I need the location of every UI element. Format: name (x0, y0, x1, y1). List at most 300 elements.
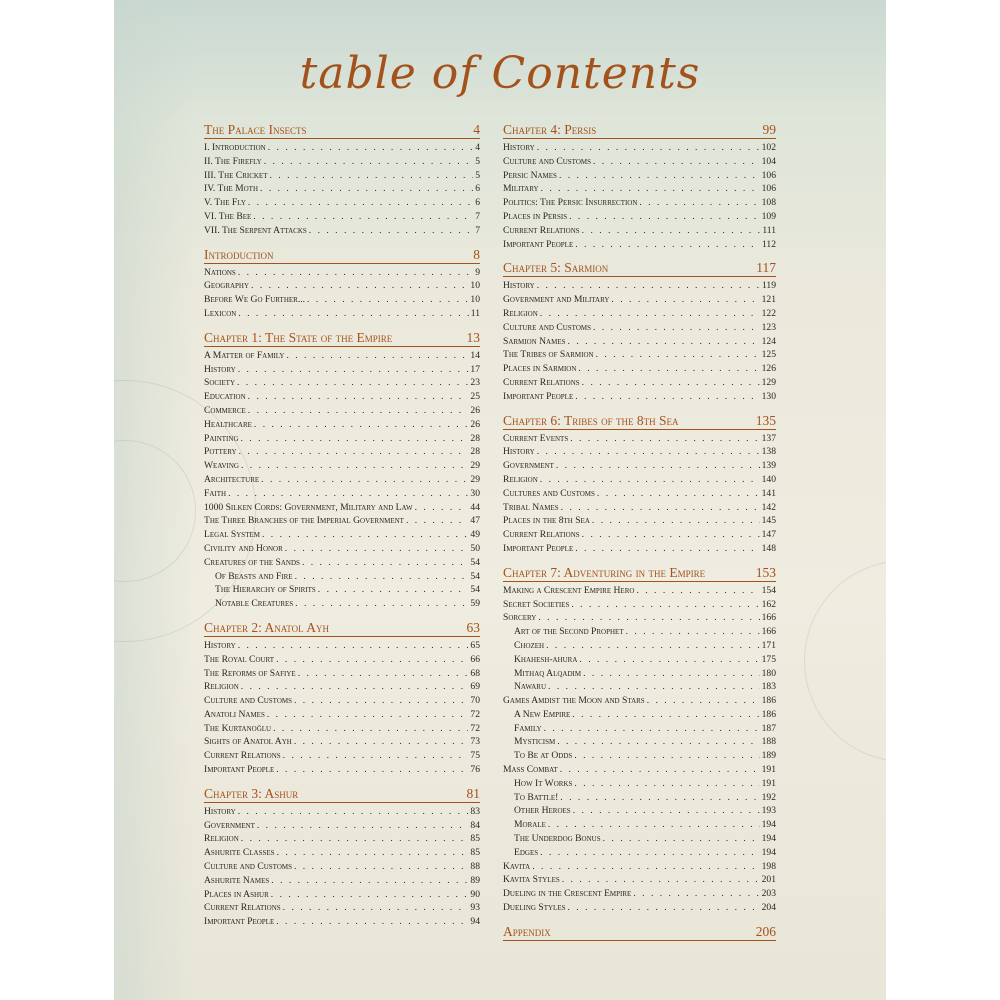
dot-leader (583, 667, 760, 681)
toc-entry[interactable] (503, 362, 776, 376)
dot-leader (276, 763, 468, 777)
entry-label: Cultures and Customs (503, 487, 595, 499)
entry-page-number: 66 (470, 653, 480, 665)
entry-page-number: 142 (761, 501, 776, 513)
dot-leader (318, 583, 469, 597)
toc-entry[interactable] (204, 819, 480, 833)
entry-label: Secret Societies (503, 598, 570, 610)
entry-label: Anatoli Names (204, 708, 265, 720)
toc-entry[interactable] (204, 293, 480, 307)
dot-leader (276, 653, 468, 667)
entry-page-number: 162 (761, 598, 776, 610)
entry-page-number: 6 (475, 183, 480, 195)
entry-page-number: 166 (761, 626, 776, 638)
section-heading[interactable] (503, 260, 776, 277)
toc-subentry[interactable] (503, 804, 776, 818)
toc-right-column (503, 122, 776, 950)
entry-page-number: 6 (475, 197, 480, 209)
toc-entry[interactable] (503, 598, 776, 612)
toc-subentry[interactable] (503, 639, 776, 653)
toc-entry[interactable] (204, 832, 480, 846)
entry-label: Khahesh-ahura (514, 653, 578, 665)
entry-label: Nawaru (514, 681, 547, 693)
entry-page-number: 89 (470, 874, 480, 886)
toc-entry[interactable] (503, 279, 776, 293)
entry-page-number: 75 (470, 750, 480, 762)
entry-label: History (503, 280, 535, 292)
entry-label: History (204, 363, 236, 375)
entry-label: Government (204, 819, 255, 831)
section-heading[interactable] (204, 620, 480, 637)
toc-entry[interactable] (204, 708, 480, 722)
entry-label: Geography (204, 280, 250, 292)
entry-label: Religion (503, 473, 538, 485)
toc-entry[interactable] (503, 514, 776, 528)
dot-leader (582, 224, 761, 238)
dot-leader (560, 763, 760, 777)
dot-leader (559, 169, 760, 183)
entry-label: V. The Fly (204, 197, 246, 209)
dot-leader (647, 694, 760, 708)
section-heading-page: 4 (473, 122, 480, 137)
entry-label: Important People (503, 238, 574, 250)
dot-leader (295, 597, 468, 611)
entry-page-number: 129 (761, 376, 776, 388)
toc-entry[interactable] (503, 335, 776, 349)
entry-label: II. The Firefly (204, 155, 262, 167)
toc-entry[interactable] (503, 887, 776, 901)
entry-label: History (204, 805, 236, 817)
toc-entry[interactable] (503, 238, 776, 252)
entry-label: Mithaq Alqadim (514, 667, 582, 679)
toc-entry[interactable] (503, 901, 776, 915)
toc-entry[interactable] (204, 667, 480, 681)
dot-leader (592, 514, 760, 528)
entry-page-number: 193 (761, 805, 776, 817)
toc-subentry[interactable] (503, 680, 776, 694)
toc-entry[interactable] (204, 224, 480, 238)
entry-page-number: 93 (470, 902, 480, 914)
toc-entry[interactable] (503, 141, 776, 155)
toc-entry[interactable] (503, 169, 776, 183)
entry-label: Family (514, 722, 542, 734)
dot-leader (268, 141, 473, 155)
toc-entry[interactable] (204, 694, 480, 708)
dot-leader (286, 349, 468, 363)
toc-subentry[interactable] (503, 625, 776, 639)
toc-entry[interactable] (204, 860, 480, 874)
toc-entry[interactable] (204, 528, 480, 542)
entry-page-number: 192 (761, 791, 776, 803)
entry-page-number: 54 (470, 570, 480, 582)
dot-leader (264, 155, 473, 169)
toc-entry[interactable] (503, 390, 776, 404)
section-heading-label: Chapter 4: Persis (503, 122, 597, 137)
entry-page-number: 141 (761, 487, 776, 499)
entry-label: Government (503, 460, 554, 472)
dot-leader (261, 473, 468, 487)
entry-label: The Royal Court (204, 653, 275, 665)
entry-page-number: 90 (470, 888, 480, 900)
entry-page-number: 76 (470, 764, 480, 776)
toc-entry[interactable] (204, 266, 480, 280)
dot-leader (540, 307, 760, 321)
entry-label: History (503, 142, 535, 153)
entry-page-number: 7 (475, 224, 480, 236)
entry-label: Tribal Names (503, 501, 559, 513)
toc-subentry[interactable] (204, 597, 480, 611)
toc-entry[interactable] (204, 487, 480, 501)
toc-subentry[interactable] (503, 722, 776, 736)
entry-label: Of Beasts and Fire (215, 570, 293, 582)
entry-page-number: 29 (470, 460, 480, 472)
entry-page-number: 124 (761, 335, 776, 347)
entry-label: The Hierarchy of Spirits (215, 584, 316, 596)
dot-leader (538, 611, 759, 625)
entry-page-number: 108 (761, 197, 776, 209)
entry-page-number: 59 (470, 598, 480, 610)
dot-leader (593, 155, 760, 169)
toc-subentry[interactable] (503, 791, 776, 805)
toc-entry[interactable] (204, 349, 480, 363)
section-heading[interactable] (503, 413, 776, 430)
entry-label: Culture and Customs (503, 321, 591, 333)
toc-entry[interactable] (204, 901, 480, 915)
entry-label: Civility and Honor (204, 542, 283, 554)
entry-page-number: 70 (470, 695, 480, 707)
entry-label: A Matter of Family (204, 349, 285, 361)
entry-label: Military (503, 183, 539, 195)
entry-label: To Battle! (514, 791, 559, 803)
toc-subentry[interactable] (503, 777, 776, 791)
toc-entry[interactable] (204, 363, 480, 377)
dot-leader (568, 901, 760, 915)
toc-entry[interactable] (503, 860, 776, 874)
entry-label: Dueling in the Crescent Empire (503, 888, 632, 900)
entry-page-number: 17 (470, 363, 480, 375)
dot-leader (575, 542, 759, 556)
toc-entry[interactable] (503, 584, 776, 598)
entry-label: IV. The Moth (204, 183, 259, 195)
entry-label: Art of the Second Prophet (514, 626, 624, 638)
entry-page-number: 121 (761, 294, 776, 306)
toc-entry[interactable] (503, 155, 776, 169)
toc-entry[interactable] (503, 873, 776, 887)
section-heading-page: 117 (756, 260, 776, 276)
dot-leader (277, 846, 469, 860)
entry-page-number: 201 (761, 874, 776, 886)
toc-entry[interactable] (503, 611, 776, 625)
toc-subentry[interactable] (503, 749, 776, 763)
toc-entry[interactable] (204, 556, 480, 570)
entry-label: Mysticism (514, 736, 556, 748)
entry-label: Society (204, 377, 235, 389)
entry-page-number: 47 (470, 515, 480, 527)
dot-leader (560, 791, 759, 805)
entry-page-number: 102 (761, 142, 776, 153)
toc-entry[interactable] (503, 445, 776, 459)
toc-entry[interactable] (204, 473, 480, 487)
section-heading-page: 8 (473, 246, 480, 262)
toc-entry[interactable] (503, 196, 776, 210)
entry-page-number: 137 (761, 432, 776, 444)
dot-leader (262, 528, 468, 542)
entry-label: Nations (204, 266, 236, 278)
dot-leader (546, 639, 759, 653)
toc-entry[interactable] (503, 224, 776, 238)
dot-leader (273, 722, 468, 736)
toc-subentry[interactable] (503, 832, 776, 846)
entry-page-number: 183 (761, 681, 776, 693)
entry-page-number: 84 (470, 819, 480, 831)
toc-entry[interactable] (503, 473, 776, 487)
entry-page-number: 203 (761, 888, 776, 900)
entry-label: Pottery (204, 446, 237, 458)
section-heading-page: 63 (466, 619, 480, 635)
dot-leader (573, 804, 760, 818)
toc-entry[interactable] (503, 487, 776, 501)
entry-label: History (204, 639, 236, 651)
dot-leader (541, 182, 760, 196)
entry-label: Places in Persis (503, 210, 568, 222)
section-heading[interactable] (204, 122, 480, 139)
entry-label: Religion (204, 681, 239, 693)
entry-label: III. The Cricket (204, 169, 268, 181)
dot-leader (633, 887, 759, 901)
entry-page-number: 30 (470, 487, 480, 499)
dot-leader (540, 473, 760, 487)
toc-entry[interactable] (503, 694, 776, 708)
dot-leader (548, 818, 760, 832)
entry-label: To Be at Odds (514, 750, 573, 762)
dot-leader (238, 805, 469, 819)
toc-entry[interactable] (503, 293, 776, 307)
section-heading-page: 13 (466, 329, 480, 345)
toc-subentry[interactable] (204, 570, 480, 584)
toc-section (503, 122, 776, 251)
entry-page-number: 72 (470, 722, 480, 734)
dot-leader (596, 348, 760, 362)
toc-entry[interactable] (503, 763, 776, 777)
toc-section (204, 620, 480, 777)
toc-entry[interactable] (204, 846, 480, 860)
toc-entry[interactable] (204, 722, 480, 736)
entry-label: Creatures of the Sands (204, 556, 300, 568)
entry-page-number: 23 (470, 377, 480, 389)
entry-page-number: 26 (470, 418, 480, 430)
dot-leader (582, 376, 760, 390)
entry-page-number: 106 (761, 183, 776, 195)
dot-leader (228, 487, 468, 501)
toc-entry[interactable] (204, 445, 480, 459)
dot-leader (572, 708, 759, 722)
toc-entry[interactable] (204, 279, 480, 293)
section-heading-label: Chapter 1: The State of the Empire (204, 329, 393, 345)
toc-entry[interactable] (204, 390, 480, 404)
toc-subentry[interactable] (503, 818, 776, 832)
entry-label: Notable Creatures (215, 598, 294, 610)
entry-page-number: 83 (470, 805, 480, 817)
section-heading-label: Appendix (503, 923, 551, 939)
dot-leader (238, 363, 469, 377)
dot-leader (283, 901, 469, 915)
entry-page-number: 194 (761, 846, 776, 858)
dot-leader (406, 514, 468, 528)
entry-label: Places in Ashur (204, 888, 269, 900)
entry-label: Games Amdist the Moon and Stars (503, 695, 645, 707)
toc-entry[interactable] (503, 182, 776, 196)
entry-page-number: 11 (470, 307, 480, 319)
entry-label: Important People (204, 916, 275, 928)
dot-leader (570, 432, 759, 446)
section-heading-label: Chapter 2: Anatol Ayh (204, 619, 329, 635)
toc-entry[interactable] (204, 141, 480, 155)
dot-leader (574, 777, 759, 791)
entry-page-number: 194 (761, 833, 776, 845)
dot-leader (593, 321, 760, 335)
entry-page-number: 25 (470, 391, 480, 403)
toc-entry[interactable] (204, 514, 480, 528)
toc-entry[interactable] (204, 169, 480, 183)
dot-leader (285, 542, 469, 556)
entry-label: Current Events (503, 432, 569, 444)
toc-entry[interactable] (503, 307, 776, 321)
toc-entry[interactable] (204, 432, 480, 446)
section-heading-label: The Palace Insects (204, 122, 307, 137)
entry-label: Painting (204, 432, 239, 444)
dot-leader (307, 293, 468, 307)
section-heading[interactable] (204, 247, 480, 264)
toc-subentry[interactable] (503, 735, 776, 749)
entry-label: Politics: The Persic Insurrection (503, 197, 638, 209)
section-heading[interactable] (503, 924, 776, 941)
toc-entry[interactable] (204, 653, 480, 667)
dot-leader (575, 238, 760, 252)
toc-entry[interactable] (204, 680, 480, 694)
entry-page-number: 112 (761, 238, 776, 250)
dot-leader (260, 182, 473, 196)
entry-page-number: 106 (761, 169, 776, 181)
toc-entry[interactable] (204, 210, 480, 224)
toc-subentry[interactable] (503, 653, 776, 667)
toc-section (503, 413, 776, 556)
toc-entry[interactable] (204, 735, 480, 749)
toc-entry[interactable] (204, 639, 480, 653)
dot-leader (253, 210, 473, 224)
dot-leader (237, 376, 468, 390)
entry-page-number: 69 (470, 681, 480, 693)
toc-entry[interactable] (204, 805, 480, 819)
entry-page-number: 187 (761, 722, 776, 734)
dot-leader (611, 293, 759, 307)
entry-label: VII. The Serpent Attacks (204, 224, 307, 236)
entry-label: Sights of Anatol Ayh (204, 736, 292, 748)
toc-entry[interactable] (204, 459, 480, 473)
toc-section (204, 786, 480, 929)
entry-page-number: 139 (761, 460, 776, 472)
toc-entry[interactable] (204, 307, 480, 321)
toc-entry[interactable] (204, 418, 480, 432)
entry-label: Religion (204, 833, 239, 845)
section-heading[interactable] (503, 122, 776, 139)
toc-section (204, 122, 480, 238)
section-heading[interactable] (204, 330, 480, 347)
entry-label: Places in the 8th Sea (503, 515, 590, 527)
entry-label: Current Relations (503, 224, 580, 236)
toc-subentry[interactable] (204, 583, 480, 597)
dot-leader (248, 390, 469, 404)
dot-leader (254, 418, 469, 432)
dot-leader (309, 224, 473, 238)
toc-subentry[interactable] (503, 708, 776, 722)
toc-entry[interactable] (204, 376, 480, 390)
entry-page-number: 171 (761, 639, 776, 651)
entry-page-number: 145 (761, 515, 776, 527)
toc-entry[interactable] (204, 888, 480, 902)
dot-leader (636, 584, 759, 598)
section-heading-page: 81 (466, 785, 480, 801)
toc-entry[interactable] (204, 155, 480, 169)
section-heading-label: Chapter 7: Adventuring in the Empire (503, 564, 706, 580)
toc-subentry[interactable] (503, 667, 776, 681)
dot-leader (276, 915, 468, 929)
toc-entry[interactable] (204, 542, 480, 556)
entry-label: The Three Branches of the Imperial Government (204, 515, 404, 527)
entry-label: Weaving (204, 460, 239, 472)
dot-leader (283, 749, 469, 763)
entry-page-number: 147 (761, 529, 776, 541)
toc-entry[interactable] (204, 763, 480, 777)
toc-entry[interactable] (503, 501, 776, 515)
toc-entry[interactable] (503, 542, 776, 556)
dot-leader (239, 445, 469, 459)
toc-entry[interactable] (204, 182, 480, 196)
entry-page-number: 68 (470, 667, 480, 679)
entry-label: Sarmion Names (503, 335, 566, 347)
section-heading[interactable] (503, 565, 776, 582)
entry-page-number: 140 (761, 473, 776, 485)
toc-entry[interactable] (204, 404, 480, 418)
toc-entry[interactable] (503, 459, 776, 473)
toc-entry[interactable] (204, 196, 480, 210)
entry-page-number: 189 (761, 750, 776, 762)
toc-entry[interactable] (204, 915, 480, 929)
entry-page-number: 188 (761, 736, 776, 748)
dot-leader (537, 279, 760, 293)
toc-entry[interactable] (204, 501, 480, 515)
toc-subentry[interactable] (503, 846, 776, 860)
dot-leader (294, 860, 468, 874)
entry-page-number: 175 (761, 653, 776, 665)
dot-leader (241, 832, 469, 846)
toc-entry[interactable] (503, 321, 776, 335)
toc-entry[interactable] (503, 528, 776, 542)
toc-entry[interactable] (503, 432, 776, 446)
entry-label: Other Heroes (514, 805, 571, 817)
entry-page-number: 28 (470, 446, 480, 458)
toc-entry[interactable] (503, 210, 776, 224)
entry-page-number: 154 (761, 584, 776, 596)
toc-entry[interactable] (503, 348, 776, 362)
section-heading[interactable] (204, 786, 480, 803)
entry-label: 1000 Silken Cords: Government, Military and Law (204, 501, 413, 513)
toc-entry[interactable] (204, 749, 480, 763)
toc-entry[interactable] (204, 874, 480, 888)
dot-leader (271, 888, 469, 902)
dot-leader (241, 680, 469, 694)
entry-label: Edges (514, 846, 539, 858)
toc-entry[interactable] (503, 376, 776, 390)
